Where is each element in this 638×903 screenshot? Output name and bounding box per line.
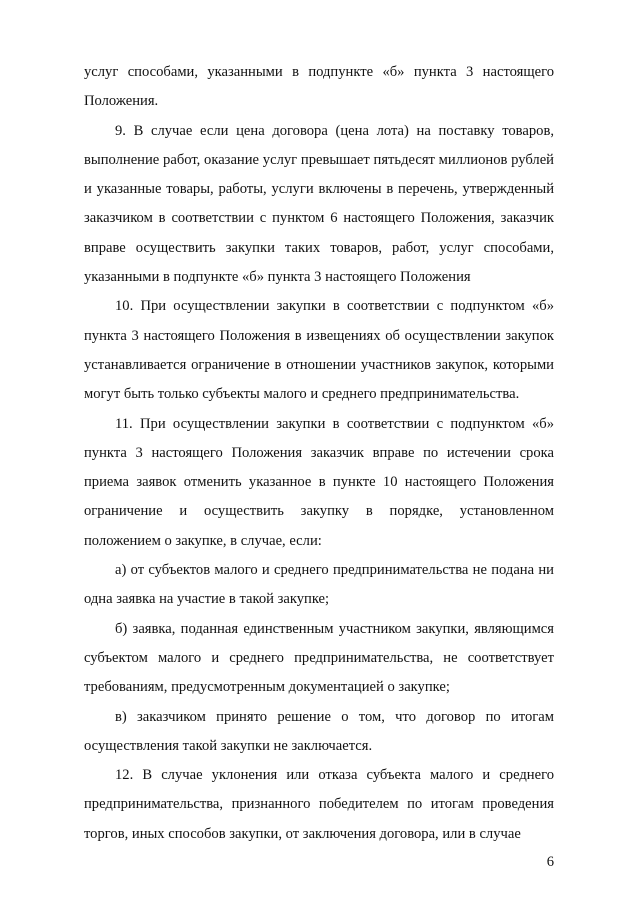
- paragraph-item-11-a: а) от субъектов малого и среднего предпринимательства не подана ни одна заявка на участие в такой закупке;: [84, 562, 554, 608]
- paragraph-item-11: 11. При осуществлении закупки в соответствии с подпунктом «б» пункта 3 настоящего Положения заказчик вправе по истечении срока приема заявок отменить указанное в пункте 10 настоящего Положения ограничение и осуществить закупку в порядке, установленном положением о закупке, в случае, если:: [84, 415, 554, 549]
- paragraph-item-11-c: в) заказчиком принято решение о том, что договор по итогам осуществления такой закупки не заключается.: [84, 708, 554, 754]
- paragraph-item-10: 10. При осуществлении закупки в соответствии с подпунктом «б» пункта 3 настоящего Положения в извещениях об осуществлении закупок устанавливается ограничение в отношении участников закупок, которыми могут быть только субъекты малого и среднего предпринимательства.: [84, 298, 554, 403]
- paragraph-item-9: 9. В случае если цена договора (цена лота) на поставку товаров, выполнение работ, оказание услуг превышает пятьдесят миллионов рублей и указанные товары, работы, услуги включены в перечень, утвержденный заказчиком в соответствии с пунктом 6 настоящего Положения, заказчик вправе осуществить закупки таких товаров, работ, услуг способами, указанными в подпункте «б» пункта 3 настоящего Положения: [84, 122, 554, 286]
- paragraph-item-12: 12. В случае уклонения или отказа субъекта малого и среднего предпринимательства, признанного победителем по итогам проведения торгов, иных способов закупки, от заключения договора, или в случае: [84, 767, 554, 842]
- body-text: [84, 58, 554, 849]
- paragraph-item-11-b: б) заявка, поданная единственным участником закупки, являющимся субъектом малого и среднего предпринимательства, не соответствует требованиям, предусмотренным документацией о закупке;: [84, 620, 554, 696]
- page-number: 6: [546, 854, 554, 870]
- paragraph-continued: услуг способами, указанными в подпункте «б» пункта 3 настоящего Положения.: [84, 64, 554, 110]
